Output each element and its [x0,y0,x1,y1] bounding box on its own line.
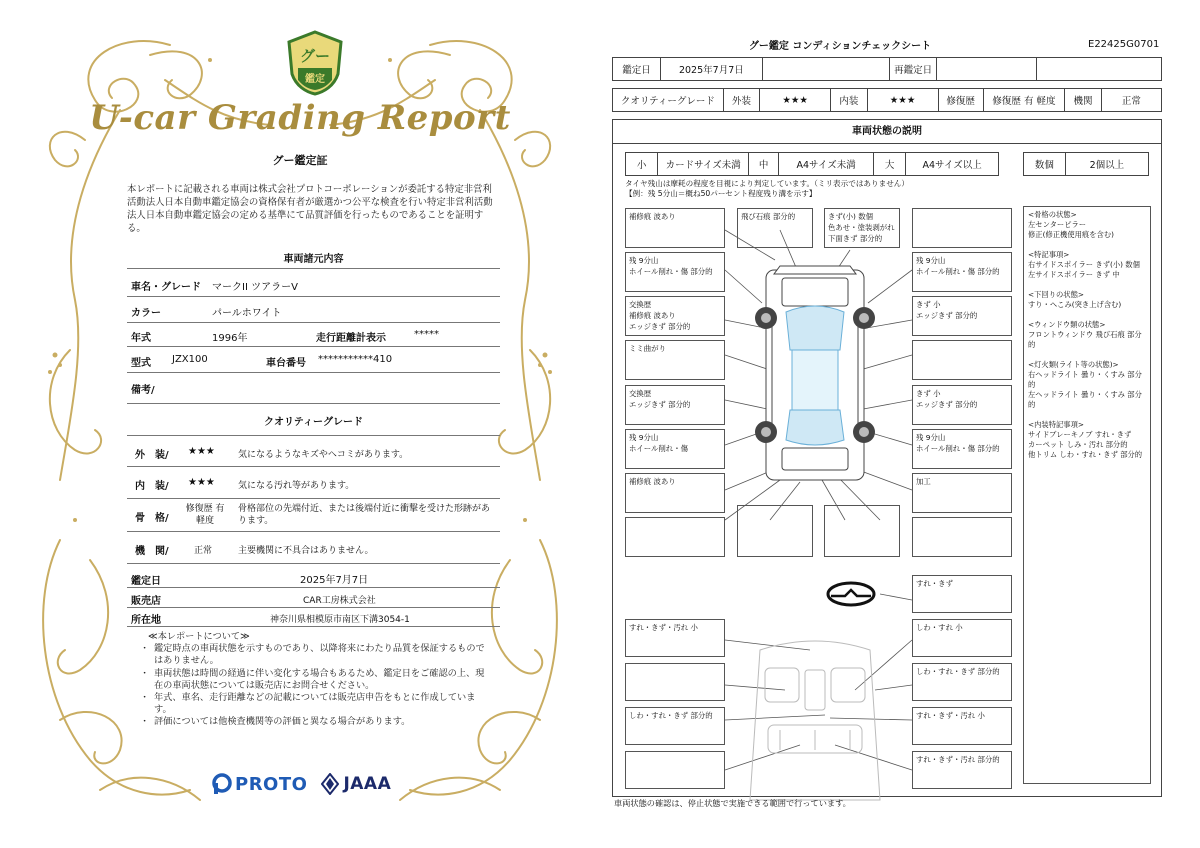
goo-kantei-badge-icon [286,30,344,96]
damage-box: きず 小 エッジきず 部分的 [912,385,1012,425]
note-item: ・ 年式、車名、走行距離などの記載については販売店申告をもとに作成しています。 [140,692,490,716]
divider [127,296,500,297]
proto-logo [212,773,307,795]
proto-logo-icon [212,773,232,795]
proto-logo-text: PROTO [235,773,308,795]
damage-box [824,505,900,557]
int-label: 内装 [831,89,868,112]
summary-line: <灯火類(ライト等の状態)> [1028,360,1119,369]
address-label: 所在地 [131,615,161,626]
damage-box: 飛び石痕 部分的 [737,208,813,248]
script-title: U-car Grading Report [89,98,511,138]
car-top-view-icon [766,266,864,480]
divider [127,268,500,269]
damage-box: しわ・すれ 小 [912,619,1012,657]
date-label: 鑑定日 [613,58,661,81]
quality-frame-text: 骨格部位の先端付近、または後端付近に衝撃を受けた形跡があります。 [238,504,491,526]
damage-box: すれ・きず・汚れ 小 [912,707,1012,745]
summary-line: <下回りの状態> [1028,290,1085,299]
summary-line: <ウィンドウ類の状態> [1028,320,1106,329]
condition-title: 車両状態の説明 [612,119,1162,144]
car-interior-icon [750,641,880,800]
quality-exterior-grade: ★★★ [188,446,215,457]
engine-value: 正常 [1101,89,1161,112]
divider [127,587,500,588]
summary-line: 右サイドスポイラー きず(小) 数個 [1028,260,1140,269]
footnote: 車両状態の確認は、停止状態で実施できる範囲で行っています。 [614,798,851,808]
name-grade-label: 車名・グレード [131,282,201,293]
quality-engine-grade: 正常 [194,546,213,556]
damage-box: 補修痕 波あり [625,208,725,248]
divider [127,435,500,436]
name-grade-value: マークII ツアラーV [212,282,298,293]
count-label: 数個 [1024,153,1066,176]
quality-exterior-label: 外 装/ [135,450,169,461]
summary-line: すり・へこみ(突き上げ含む) [1028,300,1122,309]
quality-interior-text: 気になる汚れ等があります。 [238,481,355,491]
tire-note-line-1: タイヤ残山は摩耗の程度を目視により判定しています。（ミリ表示ではありません） [625,179,909,188]
quality-grade-label: クオリティーグレード [613,89,724,112]
damage-box: すれ・きず・汚れ 部分的 [912,751,1012,789]
quality-frame-label: 骨 格/ [135,513,169,524]
year-label: 年式 [131,333,151,344]
damage-box [625,751,725,789]
quality-engine-text: 主要機関に不具合はありません。 [238,546,374,556]
damage-box: 残 9分山 ホイール削れ・傷 部分的 [912,252,1012,292]
size-small-desc: カードサイズ未満 [658,153,749,176]
summary-line: 左サイドスポイラー きず 中 [1028,270,1120,279]
notes-title: ≪本レポートについて≫ [148,631,250,642]
divider [127,372,500,373]
damage-box [625,517,725,557]
damage-box: しわ・すれ・きず 部分的 [912,663,1012,701]
jaaa-logo-icon [321,773,339,795]
summary-line: フロントウィンドウ 飛び石痕 部分的 [1028,330,1142,349]
chassis-label: 車台番号 [266,358,306,369]
divider [127,403,500,404]
summary-line: <特記事項> [1028,250,1070,259]
badge-label-text: 鑑定 [305,74,325,85]
damage-box: きず 小 エッジきず 部分的 [912,296,1012,336]
summary-line: <内装特記事項> [1028,420,1085,429]
jaaa-logo [321,773,391,795]
int-value: ★★★ [867,89,938,112]
dealer-label: 販売店 [131,596,161,607]
damage-box [912,517,1012,557]
certificate-statement: 本レポートに記載される車両は株式会社プロトコーポレーションが委託する特定非営利活動法人日本自動車鑑定協会の資格保有者が厳選かつ公平な検査を行い特定非営利活動法人日本自動車鑑定協会の定める基準にて品質評価を行ったものであることを証明する。 [127,184,493,234]
sheet-title: グー鑑定 コンディションチェックシート [748,41,932,52]
damage-box: 残 9分山 ホイール削れ・傷 [625,429,725,469]
address-value: 神奈川県相模原市南区下溝3054-1 [270,615,410,625]
model-label: 型式 [131,358,151,369]
damage-box: すれ・きず・汚れ 小 [625,619,725,657]
quality-engine-label: 機 関/ [135,546,169,557]
damage-box [737,505,813,557]
size-medium: 中 [749,153,779,176]
quality-interior-grade: ★★★ [188,477,215,488]
summary-line: 左センターピラー [1028,220,1087,229]
note-item: ・ 車両状態は時間の経過に伴い変化する場合もあるため、鑑定日をご確認の上、現在の車両状態については販売店にお問合せください。 [140,668,490,692]
condition-summary [1023,206,1151,784]
spec-section-title: 車両諸元内容 [283,254,344,265]
chassis-value: ***********410 [318,354,393,365]
damage-box: ミミ曲がり [625,340,725,380]
summary-line: 左ヘッドライト 曇り・くすみ 部分的 [1028,390,1142,409]
repair-value: 修復歴 有 軽度 [983,89,1065,112]
recheck-label: 再鑑定日 [890,58,937,81]
dealer-value: CAR工房株式会社 [303,596,376,606]
summary-line: サイドブレーキノブ すれ・きず [1028,430,1132,439]
ext-value: ★★★ [760,89,831,112]
divider [127,607,500,608]
damage-box: しわ・すれ・きず 部分的 [625,707,725,745]
divider [127,346,500,347]
color-label: カラー [131,308,161,319]
footer-logos [212,772,391,796]
badge-logo-text: グー [299,47,331,65]
divider [127,498,500,499]
note-item: ・ 鑑定時点の車両状態を示すものであり、以降将来にわたり品質を保証するものではありません。 [140,643,490,667]
appraisal-date-value: 2025年7月7日 [300,575,369,586]
summary-line: カーペット しみ・汚れ 部分的 [1028,440,1128,449]
size-large-desc: A4サイズ以上 [906,153,999,176]
engine-label: 機関 [1065,89,1102,112]
damage-box: きず(小) 数個 色あせ・塗装剥がれ 下面きず 部分的 [824,208,900,248]
damage-box: すれ・きず [912,575,1012,613]
repair-label: 修復歴 [938,89,983,112]
summary-line: 他トリム しわ・すれ・きず 部分的 [1028,450,1143,459]
appraisal-date-label: 鑑定日 [131,576,161,587]
damage-box: 補修痕 波あり [625,473,725,513]
divider [127,563,500,564]
damage-box: 残 9分山 ホイール削れ・傷 部分的 [625,252,725,292]
size-medium-desc: A4サイズ未満 [779,153,874,176]
divider [127,322,500,323]
size-large: 大 [874,153,906,176]
note-item: ・ 評価については他検査機関等の評価と異なる場合があります。 [140,716,490,728]
date-value: 2025年7月7日 [660,58,762,81]
damage-box [625,663,725,701]
summary-line: 右ヘッドライト 曇り・くすみ 部分的 [1028,370,1142,389]
sheet-code: E22425G0701 [1088,39,1160,50]
steering-wheel-icon [828,583,874,605]
size-small: 小 [626,153,658,176]
quality-frame-grade: 修復歴 有 軽度 [185,504,225,526]
model-value: JZX100 [172,354,208,365]
damage-box: 交換歴 エッジきず 部分的 [625,385,725,425]
tire-note-line-2: 【例：残 5分山＝概ね50パーセント程度残り溝を示す】 [625,189,817,198]
color-value: パールホワイト [212,308,282,319]
report-notes [140,631,490,729]
quality-exterior-text: 気になるようなキズやヘコミがあります。 [238,450,409,460]
divider [127,531,500,532]
year-value: 1996年 [212,333,248,344]
quality-section-title: クオリティーグレード [264,417,363,428]
mileage-value: ***** [414,329,439,340]
summary-line: <骨格の状態> [1028,210,1077,219]
condition-check-sheet [600,0,1200,848]
jaaa-logo-text: JAAA [343,774,392,794]
certificate-title: グー鑑定証 [272,154,328,167]
damage-box: 加工 [912,473,1012,513]
divider [127,466,500,467]
summary-line: 修正(修正機使用痕を含む) [1028,230,1114,239]
quality-interior-label: 内 装/ [135,481,169,492]
damage-box: 交換歴 補修痕 波あり エッジきず 部分的 [625,296,725,336]
divider [127,626,500,627]
damage-box: 残 9分山 ホイール削れ・傷 部分的 [912,429,1012,469]
count-desc: 2個以上 [1065,153,1148,176]
remarks-label: 備考/ [131,385,155,396]
damage-box [912,208,1012,248]
ext-label: 外装 [723,89,760,112]
mileage-label: 走行距離計表示 [316,333,386,344]
damage-box [912,340,1012,380]
